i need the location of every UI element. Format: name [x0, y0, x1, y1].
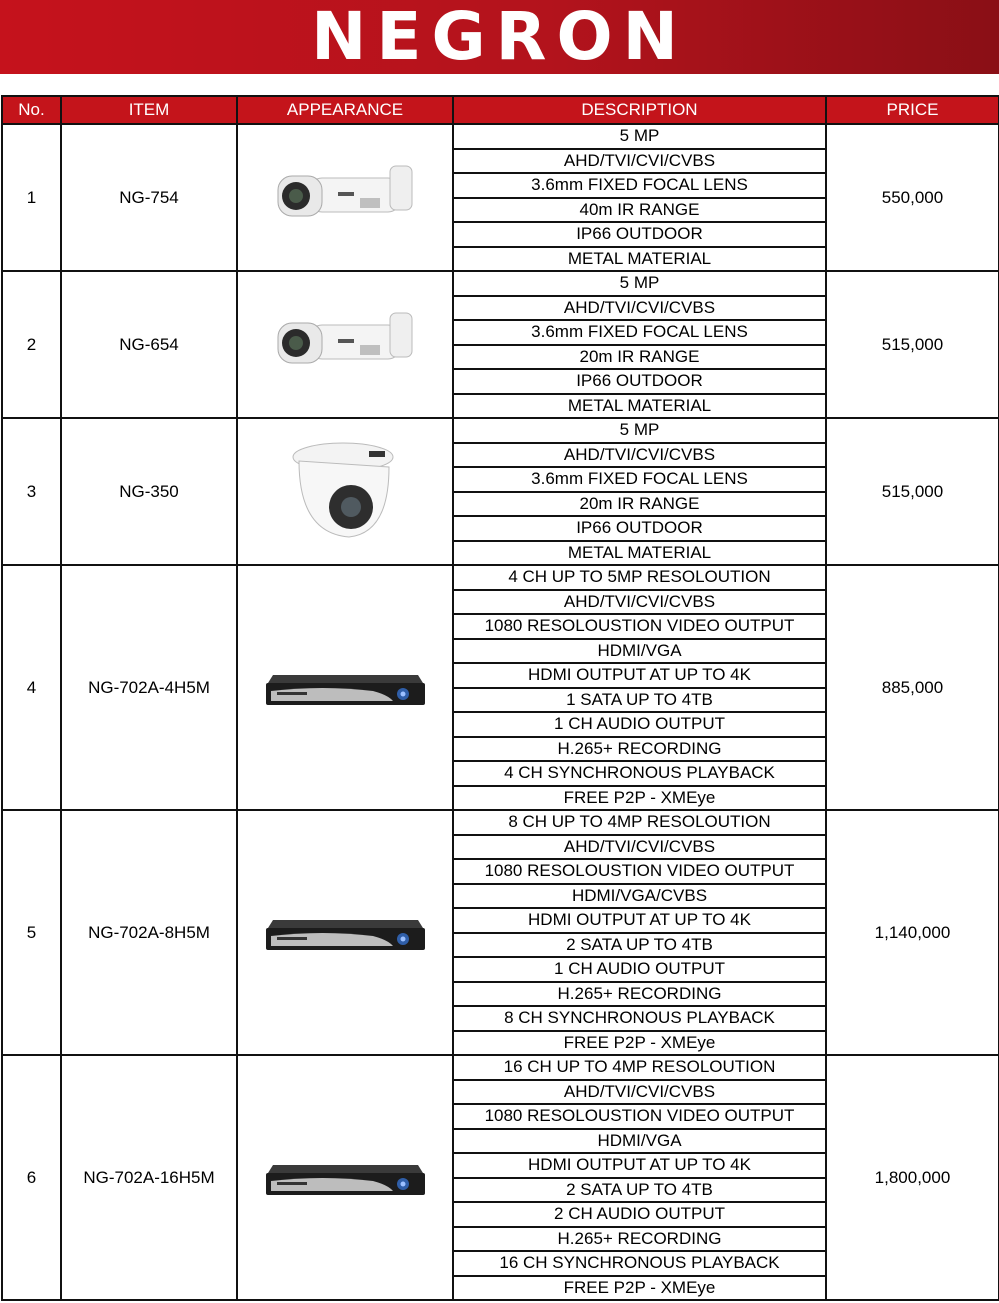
description-line: 4 CH SYNCHRONOUS PLAYBACK [453, 761, 826, 786]
row-number: 3 [2, 418, 61, 565]
dvr-recorder-icon [238, 1153, 452, 1203]
description-line: H.265+ RECORDING [453, 982, 826, 1007]
appearance-image [237, 810, 453, 1055]
item-model: NG-350 [61, 418, 237, 565]
dome-camera-icon [238, 437, 452, 547]
description-line: METAL MATERIAL [453, 541, 826, 566]
header-no: No. [2, 96, 61, 124]
description-line: 40m IR RANGE [453, 198, 826, 223]
description-line: 20m IR RANGE [453, 345, 826, 370]
description-line: 4 CH UP TO 5MP RESOLOUTION [453, 565, 826, 590]
row-number: 4 [2, 565, 61, 810]
description-line: 5 MP [453, 124, 826, 149]
description-line: 1 SATA UP TO 4TB [453, 688, 826, 713]
table-row [2, 1055, 999, 1080]
row-number: 1 [2, 124, 61, 271]
bullet-camera-icon [238, 305, 452, 385]
description-line: 1 CH AUDIO OUTPUT [453, 712, 826, 737]
table-row [2, 810, 999, 835]
description-line: H.265+ RECORDING [453, 737, 826, 762]
description-line: 16 CH SYNCHRONOUS PLAYBACK [453, 1251, 826, 1276]
row-number: 5 [2, 810, 61, 1055]
price-table [1, 95, 999, 1301]
description-line: AHD/TVI/CVI/CVBS [453, 590, 826, 615]
description-line: AHD/TVI/CVI/CVBS [453, 296, 826, 321]
description-line: FREE P2P - XMEye [453, 1031, 826, 1056]
description-line: 5 MP [453, 271, 826, 296]
description-line: 8 CH UP TO 4MP RESOLOUTION [453, 810, 826, 835]
description-line: 3.6mm FIXED FOCAL LENS [453, 173, 826, 198]
description-line: 1 CH AUDIO OUTPUT [453, 957, 826, 982]
item-model: NG-754 [61, 124, 237, 271]
brand-logo: NEGRON [311, 0, 688, 75]
description-line: HDMI/VGA/CVBS [453, 884, 826, 909]
table-row [2, 124, 999, 149]
description-line: H.265+ RECORDING [453, 1227, 826, 1252]
price-value: 1,140,000 [826, 810, 999, 1055]
description-line: 1080 RESOLOUSTION VIDEO OUTPUT [453, 859, 826, 884]
description-line: 5 MP [453, 418, 826, 443]
description-line: 3.6mm FIXED FOCAL LENS [453, 467, 826, 492]
description-line: HDMI OUTPUT AT UP TO 4K [453, 663, 826, 688]
item-model: NG-702A-4H5M [61, 565, 237, 810]
description-line: HDMI OUTPUT AT UP TO 4K [453, 1153, 826, 1178]
price-value: 515,000 [826, 418, 999, 565]
description-line: HDMI/VGA [453, 1129, 826, 1154]
price-value: 1,800,000 [826, 1055, 999, 1300]
price-value: 885,000 [826, 565, 999, 810]
appearance-image [237, 1055, 453, 1300]
description-line: IP66 OUTDOOR [453, 222, 826, 247]
row-number: 6 [2, 1055, 61, 1300]
description-line: AHD/TVI/CVI/CVBS [453, 1080, 826, 1105]
appearance-image [237, 418, 453, 565]
description-line: FREE P2P - XMEye [453, 786, 826, 811]
bullet-camera-icon [238, 158, 452, 238]
description-line: IP66 OUTDOOR [453, 516, 826, 541]
appearance-image [237, 124, 453, 271]
description-line: 16 CH UP TO 4MP RESOLOUTION [453, 1055, 826, 1080]
appearance-image [237, 271, 453, 418]
description-line: 1080 RESOLOUSTION VIDEO OUTPUT [453, 1104, 826, 1129]
dvr-recorder-icon [238, 908, 452, 958]
description-line: FREE P2P - XMEye [453, 1276, 826, 1301]
brand-banner [0, 0, 999, 74]
price-value: 550,000 [826, 124, 999, 271]
description-line: 2 SATA UP TO 4TB [453, 933, 826, 958]
header-description: DESCRIPTION [453, 96, 826, 124]
row-number: 2 [2, 271, 61, 418]
description-line: AHD/TVI/CVI/CVBS [453, 443, 826, 468]
description-line: METAL MATERIAL [453, 247, 826, 272]
item-model: NG-702A-16H5M [61, 1055, 237, 1300]
table-row [2, 565, 999, 590]
description-line: 3.6mm FIXED FOCAL LENS [453, 320, 826, 345]
description-line: AHD/TVI/CVI/CVBS [453, 149, 826, 174]
price-value: 515,000 [826, 271, 999, 418]
description-line: HDMI/VGA [453, 639, 826, 664]
item-model: NG-654 [61, 271, 237, 418]
description-line: 2 CH AUDIO OUTPUT [453, 1202, 826, 1227]
item-model: NG-702A-8H5M [61, 810, 237, 1055]
header-appearance: APPEARANCE [237, 96, 453, 124]
header-price: PRICE [826, 96, 999, 124]
table-row [2, 271, 999, 296]
appearance-image [237, 565, 453, 810]
description-line: 2 SATA UP TO 4TB [453, 1178, 826, 1203]
description-line: AHD/TVI/CVI/CVBS [453, 835, 826, 860]
description-line: IP66 OUTDOOR [453, 369, 826, 394]
table-header-row [2, 96, 999, 124]
header-item: ITEM [61, 96, 237, 124]
description-line: 1080 RESOLOUSTION VIDEO OUTPUT [453, 614, 826, 639]
dvr-recorder-icon [238, 663, 452, 713]
table-row [2, 418, 999, 443]
table-body [2, 124, 999, 1300]
description-line: 8 CH SYNCHRONOUS PLAYBACK [453, 1006, 826, 1031]
description-line: HDMI OUTPUT AT UP TO 4K [453, 908, 826, 933]
description-line: 20m IR RANGE [453, 492, 826, 517]
description-line: METAL MATERIAL [453, 394, 826, 419]
